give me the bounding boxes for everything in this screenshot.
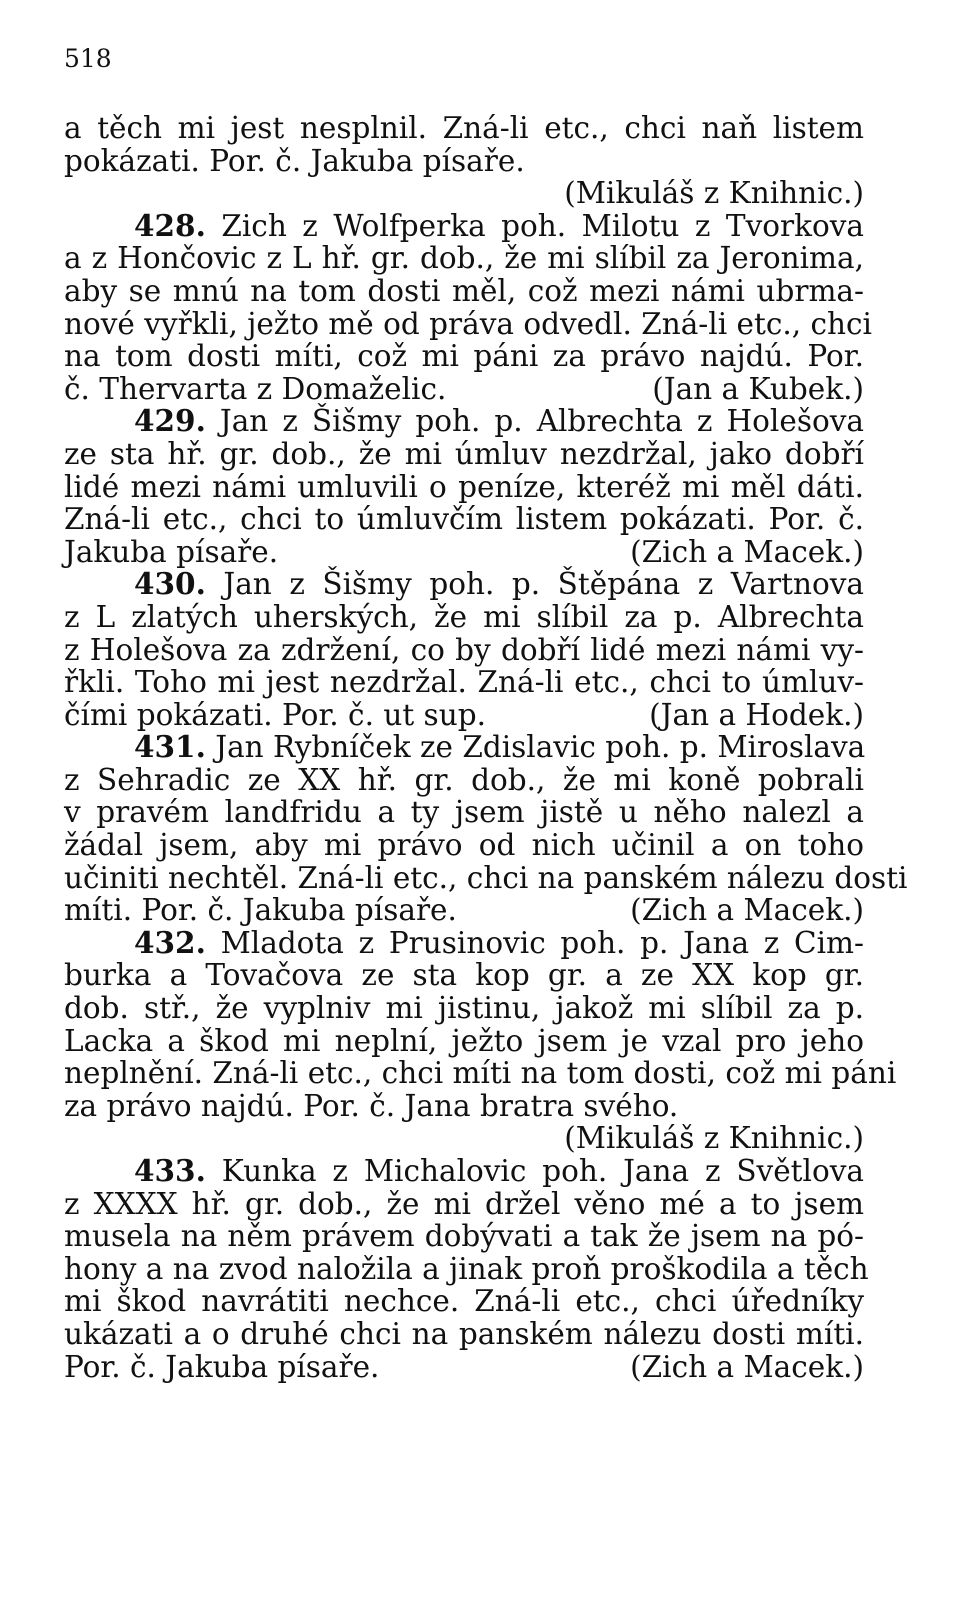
signature: (Jan a Hodek.) bbox=[649, 697, 864, 732]
entry-number: 433. bbox=[134, 1153, 206, 1188]
text-line: nové vyřkli, ježto mě od práva odvedl. Zná-li etc., chci bbox=[64, 306, 872, 341]
text-line: za právo najdú. Por. č. Jana bratra svého. bbox=[64, 1088, 679, 1123]
entry-432 bbox=[64, 924, 897, 1156]
signature: (Zich a Macek.) bbox=[630, 534, 864, 569]
text-line: z Sehradic ze XX hř. gr. dob., že mi koně pobrali bbox=[64, 762, 864, 797]
signature: (Mikuláš z Knihnic.) bbox=[564, 176, 864, 211]
entry-429 bbox=[64, 405, 864, 568]
text-line: mi škod navrátiti nechce. Zná-li etc., chci úředníky bbox=[64, 1284, 864, 1319]
text-line: Jakuba písaře. bbox=[64, 534, 279, 569]
signature: (Mikuláš z Knihnic.) bbox=[564, 1121, 864, 1156]
entry-number: 429. bbox=[134, 403, 206, 439]
entry-number: 432. bbox=[134, 924, 206, 960]
entry-text: Jan z Šišmy poh. p. Albrechta z Holešova bbox=[219, 404, 864, 439]
entry-first-line bbox=[64, 207, 864, 243]
entry-first-line bbox=[64, 731, 864, 764]
entry-431 bbox=[64, 729, 908, 928]
text-line: na tom dosti míti, což mi páni za právo najdú. Por. bbox=[64, 339, 864, 374]
last-line bbox=[64, 373, 864, 406]
signature: (Zich a Macek.) bbox=[630, 1349, 864, 1384]
text-line: č. Thervarta z Domaželic. bbox=[64, 371, 447, 406]
text-line: musela na něm právem dobývati a tak že jsem na pó- bbox=[64, 1219, 864, 1254]
text-line: lidé mezi námi umluvili o peníze, kteréž mi měl dáti. bbox=[64, 469, 864, 504]
entry-430 bbox=[64, 568, 864, 731]
entry-433 bbox=[64, 1153, 869, 1384]
text-line: Por. č. Jakuba písaře. bbox=[64, 1349, 380, 1384]
signature: (Zich a Macek.) bbox=[630, 893, 864, 928]
text-line: ukázati a o druhé chci na panském nálezu dosti míti. bbox=[64, 1316, 864, 1351]
entry-number: 431. bbox=[134, 729, 206, 765]
entry-text: Mladota z Prusinovic poh. p. Jana z Cim- bbox=[220, 925, 864, 960]
text-line: a těch mi jest nesplnil. Zná-li etc., chci naň listem bbox=[64, 111, 864, 145]
page-number: 518 bbox=[64, 44, 112, 73]
text-line: dob. stř., že vyplniv mi jistinu, jakož mi slíbil za p. bbox=[64, 991, 864, 1026]
text-line: aby se mnú na tom dosti měl, což mezi námi ubrma- bbox=[64, 273, 864, 308]
entry-number: 430. bbox=[134, 566, 206, 602]
last-line bbox=[64, 1351, 864, 1384]
text-line: hony a na zvod naložila a jinak proň proškodila a těch bbox=[64, 1251, 869, 1286]
entry-first-line bbox=[64, 568, 864, 601]
entry-text: Kunka z Michalovic poh. Jana z Světlova bbox=[221, 1154, 864, 1188]
entry-text: Zich z Wolfperka poh. Milotu z Tvorkova bbox=[221, 208, 864, 243]
last-line bbox=[64, 894, 864, 927]
page-body bbox=[64, 111, 908, 1384]
text-line: neplnění. Zná-li etc., chci míti na tom dosti, což mi páni bbox=[64, 1056, 897, 1091]
text-line: učiniti nechtěl. Zná-li etc., chci na panském nálezu dosti bbox=[64, 860, 908, 895]
last-line bbox=[64, 699, 864, 732]
text-line: čími pokázati. Por. č. ut sup. bbox=[64, 697, 486, 732]
text-line: burka a Tovačova ze sta kop gr. a ze XX kop gr. bbox=[64, 958, 864, 993]
entry-text: Jan Rybníček ze Zdislavic poh. p. Miroslava bbox=[215, 730, 866, 765]
text-line: v pravém landfridu a ty jsem jistě u něho nalezl a bbox=[64, 795, 864, 830]
text-line: Zná-li etc., chci to úmluvčím listem pokázati. Por. č. bbox=[64, 502, 864, 537]
entry-text: Jan z Šišmy poh. p. Štěpána z Vartnova bbox=[223, 567, 864, 602]
signature: (Jan a Kubek.) bbox=[652, 371, 864, 406]
entry-first-line bbox=[64, 924, 864, 960]
entry-first-line bbox=[64, 405, 864, 438]
entry-428 bbox=[64, 207, 872, 406]
text-line: řkli. Toho mi jest nezdržal. Zná-li etc., chci to úmluv- bbox=[64, 665, 864, 700]
text-line: míti. Por. č. Jakuba písaře. bbox=[64, 893, 457, 928]
text-line: Lacka a škod mi neplní, ježto jsem je vzal pro jeho bbox=[64, 1023, 864, 1058]
text-line: a z Hončovic z L hř. gr. dob., že mi slíbil za Jeronima, bbox=[64, 241, 864, 276]
text-line: z Holešova za zdržení, co by dobří lidé mezi námi vy- bbox=[64, 632, 864, 667]
text-line: z XXXX hř. gr. dob., že mi držel věno mé a to jsem bbox=[64, 1186, 864, 1221]
preamble bbox=[64, 112, 864, 210]
text-line: ze sta hř. gr. dob., že mi úmluv nezdržal, jako dobří bbox=[64, 436, 864, 471]
text-line: žádal jsem, aby mi právo od nich učinil a on toho bbox=[64, 828, 864, 863]
text-line: z L zlatých uherských, že mi slíbil za p. Albrechta bbox=[64, 599, 864, 634]
text-line: pokázati. Por. č. Jakuba písaře. bbox=[64, 143, 525, 178]
last-line bbox=[64, 536, 864, 569]
entry-number: 428. bbox=[134, 207, 206, 243]
entry-first-line bbox=[64, 1155, 864, 1188]
